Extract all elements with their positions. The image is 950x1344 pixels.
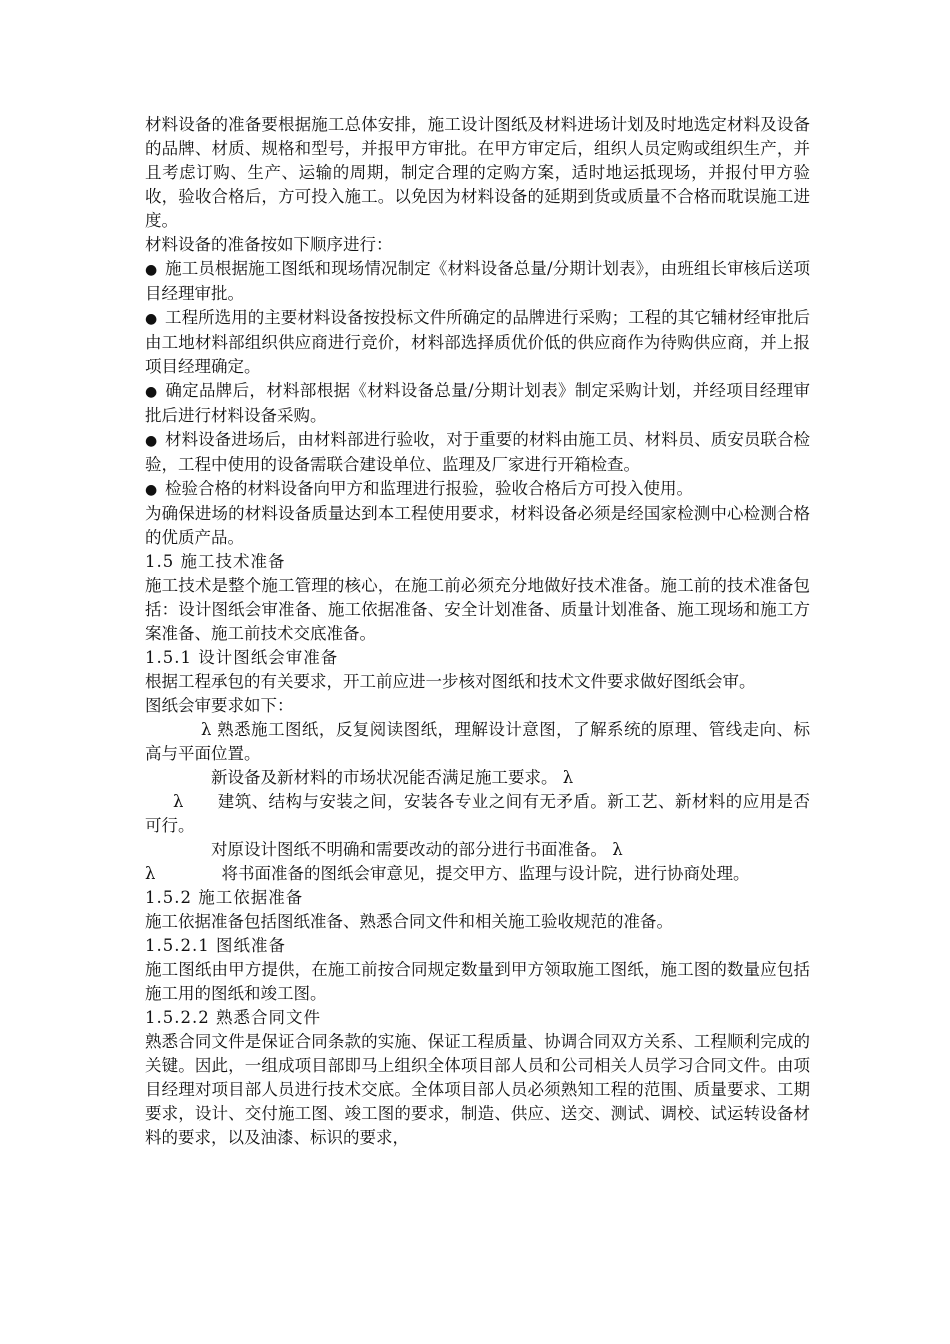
- heading-1-5-2: 1.5.2 施工依据准备: [145, 888, 304, 907]
- document-page: [145, 113, 810, 1150]
- heading-1-5-2-2: 1.5.2.2 熟悉合同文件: [145, 1008, 321, 1027]
- bullet-item-1: [145, 257, 810, 306]
- bullet-icon: ●: [145, 262, 158, 278]
- bullet-text: 材料设备进场后，由材料部进行验收，对于重要的材料由施工员、材料员、质安员联合检验，工程中使用的设备需联合建设单位、监理及厂家进行开箱检查。: [145, 430, 810, 474]
- bullet-icon: ●: [145, 311, 158, 327]
- bullet-item-2: [145, 306, 810, 379]
- heading-1-5: 1.5 施工技术准备: [145, 552, 286, 571]
- review-item-5: λ 将书面准备的图纸会审意见，提交甲方、监理与设计院，进行协商处理。: [145, 864, 750, 883]
- paragraph-review-requirements: 图纸会审要求如下：: [145, 696, 294, 715]
- review-item-4: 对原设计图纸不明确和需要改动的部分进行书面准备。 λ: [211, 840, 623, 859]
- bullet-item-5: [145, 477, 810, 502]
- review-item-2: 新设备及新材料的市场状况能否满足施工要求。 λ: [211, 768, 574, 787]
- bullet-text: 检验合格的材料设备向甲方和监理进行报验，验收合格后方可投入使用。: [165, 479, 693, 498]
- bullet-text: 施工员根据施工图纸和现场情况制定《材料设备总量/分期计划表》，由班组长审核后送项目经理审批。: [145, 259, 810, 303]
- heading-1-5-1: 1.5.1 设计图纸会审准备: [145, 648, 339, 667]
- paragraph-basis-prep: 施工依据准备包括图纸准备、熟悉合同文件和相关施工验收规范的准备。: [145, 912, 673, 931]
- paragraph-quality-requirement: 为确保进场的材料设备质量达到本工程使用要求，材料设备必须是经国家检测中心检测合格的优质产品。: [145, 504, 810, 547]
- bullet-icon: ●: [145, 482, 158, 498]
- bullet-text: 工程所选用的主要材料设备按投标文件所确定的品牌进行采购；工程的其它辅材经审批后由工地材料部组织供应商进行竞价，材料部选择质优价低的供应商作为待购供应商，并上报项目经理确定。: [145, 308, 810, 376]
- bullet-item-3: [145, 379, 810, 428]
- bullet-icon: ●: [145, 384, 158, 400]
- heading-1-5-2-1: 1.5.2.1 图纸准备: [145, 936, 286, 955]
- review-item-3: λ 建筑、结构与安装之间，安装各专业之间有无矛盾。新工艺、新材料的应用是否可行。: [145, 792, 810, 835]
- bullet-text: 确定品牌后，材料部根据《材料设备总量/分期计划表》制定采购计划，并经项目经理审批后进行材料设备采购。: [145, 381, 810, 425]
- paragraph-drawing-prep: 施工图纸由甲方提供，在施工前按合同规定数量到甲方领取施工图纸，施工图的数量应包括施工用的图纸和竣工图。: [145, 960, 810, 1003]
- bullet-item-4: [145, 428, 810, 477]
- bullet-icon: ●: [145, 433, 158, 449]
- review-item-1: λ 熟悉施工图纸，反复阅读图纸，理解设计意图，了解系统的原理、管线走向、标高与平面位置。: [145, 720, 810, 763]
- paragraph-drawing-review: 根据工程承包的有关要求，开工前应进一步核对图纸和技术文件要求做好图纸会审。: [145, 672, 756, 691]
- paragraph-material-prep: 材料设备的准备要根据施工总体安排，施工设计图纸及材料进场计划及时地选定材料及设备的品牌、材质、规格和型号，并报甲方审批。在甲方审定后，组织人员定购或组织生产，并且考虑订购、生产、运输的周期，制定合理的定购方案，适时地运抵现场，并报付甲方验收，验收合格后，方可投入施工。以免因为材料设备的延期到货或质量不合格而耽误施工进度。: [145, 115, 810, 230]
- paragraph-tech-prep: 施工技术是整个施工管理的核心，在施工前必须充分地做好技术准备。施工前的技术准备包括：设计图纸会审准备、施工依据准备、安全计划准备、质量计划准备、施工现场和施工方案准备、施工前技术交底准备。: [145, 576, 810, 643]
- paragraph-order-intro: 材料设备的准备按如下顺序进行：: [145, 235, 393, 254]
- paragraph-contract-docs: 熟悉合同文件是保证合同条款的实施、保证工程质量、协调合同双方关系、工程顺利完成的关键。因此，一组成项目部即马上组织全体项目部人员和公司相关人员学习合同文件。由项目经理对项目部人员进行技术交底。全体项目部人员必须熟知工程的范围、质量要求、工期要求，设计、交付施工图、竣工图的要求，制造、供应、送交、测试、调校、试运转设备材料的要求，以及油漆、标识的要求，: [145, 1032, 810, 1147]
